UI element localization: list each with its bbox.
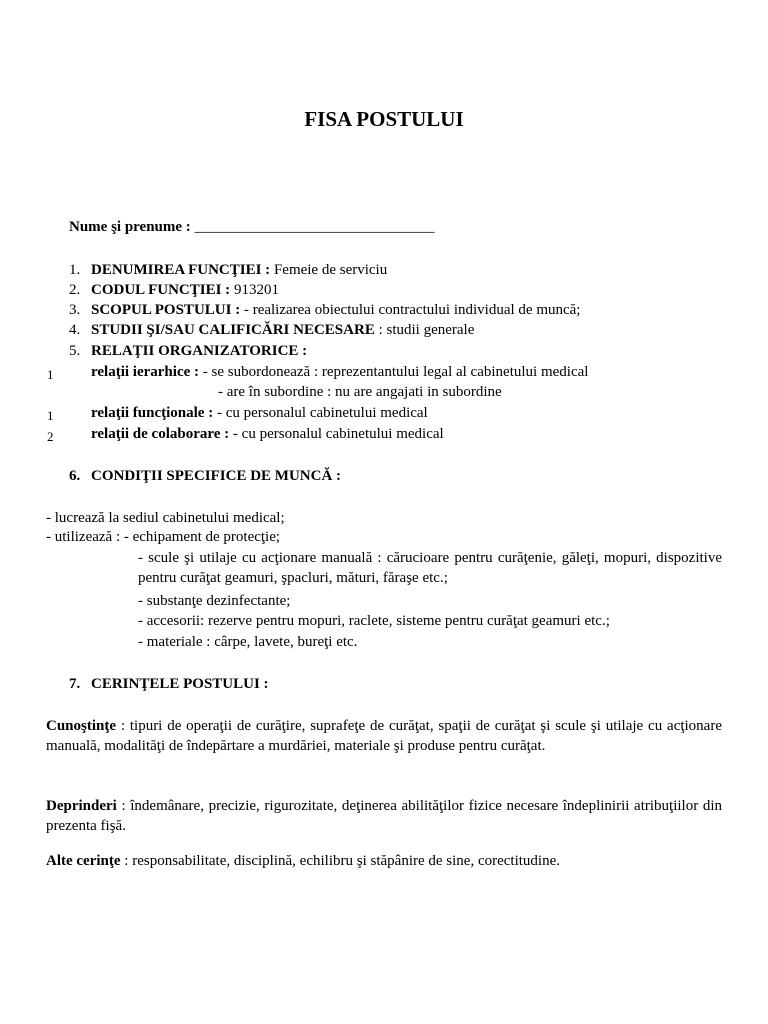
relation-label: relaţii funcţionale : <box>91 405 214 421</box>
relation-marker: 1 <box>47 408 54 423</box>
name-label: Nume şi prenume : <box>69 219 191 235</box>
relation-subordinates: - are în subordine : nu are angajati in subordine <box>218 384 502 400</box>
condition-tools: - scule şi utilaje cu acţionare manuală : cărucioare pentru curăţenie, gălеţi, mopuri, dispozitive pentru curăţat geamuri, şpacluri, mături, făraşe etc.; <box>138 550 722 586</box>
item-2 <box>69 281 279 300</box>
item-text: Femeie de serviciu <box>270 262 388 278</box>
requirement-text: : tipuri de operaţii de curăţire, suprafeţe de curăţat, spaţii de curăţat şi scule şi utilaje cu acţionare manuală, modalităţi de îndepărtare a murdăriei, materiale şi produse pentru curăţat. <box>46 718 722 754</box>
requirement-label: Deprinderi <box>46 798 117 814</box>
item-number: 1. <box>69 262 81 278</box>
section-label: CERINŢELE POSTULUI : <box>91 676 269 692</box>
requirement-label: Cunoştinţe <box>46 718 117 734</box>
item-label: STUDII ŞI/SAU CALIFICĂRI NECESARE <box>91 322 375 338</box>
relation-label: relaţii de colaborare : <box>91 426 230 442</box>
condition-substances: - substanţe dezinfectante; <box>138 593 291 609</box>
item-number: 5. <box>69 343 81 359</box>
relation-label: relaţii ierarhice : <box>91 364 200 380</box>
requirement-knowledge <box>46 716 722 756</box>
item-label: CODUL FUNCŢIEI : <box>91 282 231 298</box>
name-line <box>69 218 435 237</box>
item-number: 3. <box>69 302 81 318</box>
relation-text: - cu personalul cabinetului medical <box>213 405 428 421</box>
requirement-label: Alte cerinţe <box>46 853 121 869</box>
requirement-other <box>46 852 560 871</box>
item-label: DENUMIREA FUNCŢIEI : <box>91 262 271 278</box>
item-3 <box>69 301 580 320</box>
section-6-heading <box>69 467 341 486</box>
item-label: RELAŢII ORGANIZATORICE : <box>91 343 308 359</box>
page-title: FISA POSTULUI <box>304 107 464 131</box>
condition-location: - lucrează la sediul cabinetului medical; <box>46 510 285 526</box>
relation-functional <box>91 404 428 423</box>
section-number: 6. <box>69 468 81 484</box>
condition-accessories: - accesorii: rezerve pentru mopuri, raclete, sisteme pentru curăţat geamuri etc.; <box>138 613 610 629</box>
relation-hierarchical <box>91 363 588 382</box>
requirement-text: : îndemânare, precizie, rigurozitate, deţinerea abilităţilor fizice necesare îndeplinirii atribuţiilor din prezenta fişă. <box>46 798 722 834</box>
item-text: 913201 <box>230 282 279 298</box>
item-5 <box>69 342 307 361</box>
section-7-heading <box>69 675 269 694</box>
section-number: 7. <box>69 676 81 692</box>
requirement-text: : responsabilitate, disciplină, echilibru şi stăpânire de sine, corectitudine. <box>120 853 560 869</box>
item-number: 2. <box>69 282 81 298</box>
section-label: CONDIŢII SPECIFICE DE MUNCĂ : <box>91 468 342 484</box>
item-4 <box>69 321 474 340</box>
relation-marker: 1 <box>47 367 54 382</box>
relation-marker: 2 <box>47 429 54 444</box>
condition-materials: - materiale : cârpe, lavete, bureţi etc. <box>138 634 358 650</box>
requirement-skills <box>46 796 722 836</box>
item-number: 4. <box>69 322 81 338</box>
condition-uses: - utilizează : - echipament de protecţie; <box>46 529 281 545</box>
name-blank: ________________________________ <box>194 219 435 235</box>
item-text: : studii generale <box>374 322 475 338</box>
item-1 <box>69 261 387 280</box>
relation-text: - cu personalul cabinetului medical <box>229 426 444 442</box>
relation-collaboration <box>91 425 444 444</box>
item-text: - realizarea obiectului contractului individual de muncă; <box>240 302 581 318</box>
relation-text: - se subordonează : reprezentantului legal al cabinetului medical <box>199 364 589 380</box>
item-label: SCOPUL POSTULUI : <box>91 302 241 318</box>
